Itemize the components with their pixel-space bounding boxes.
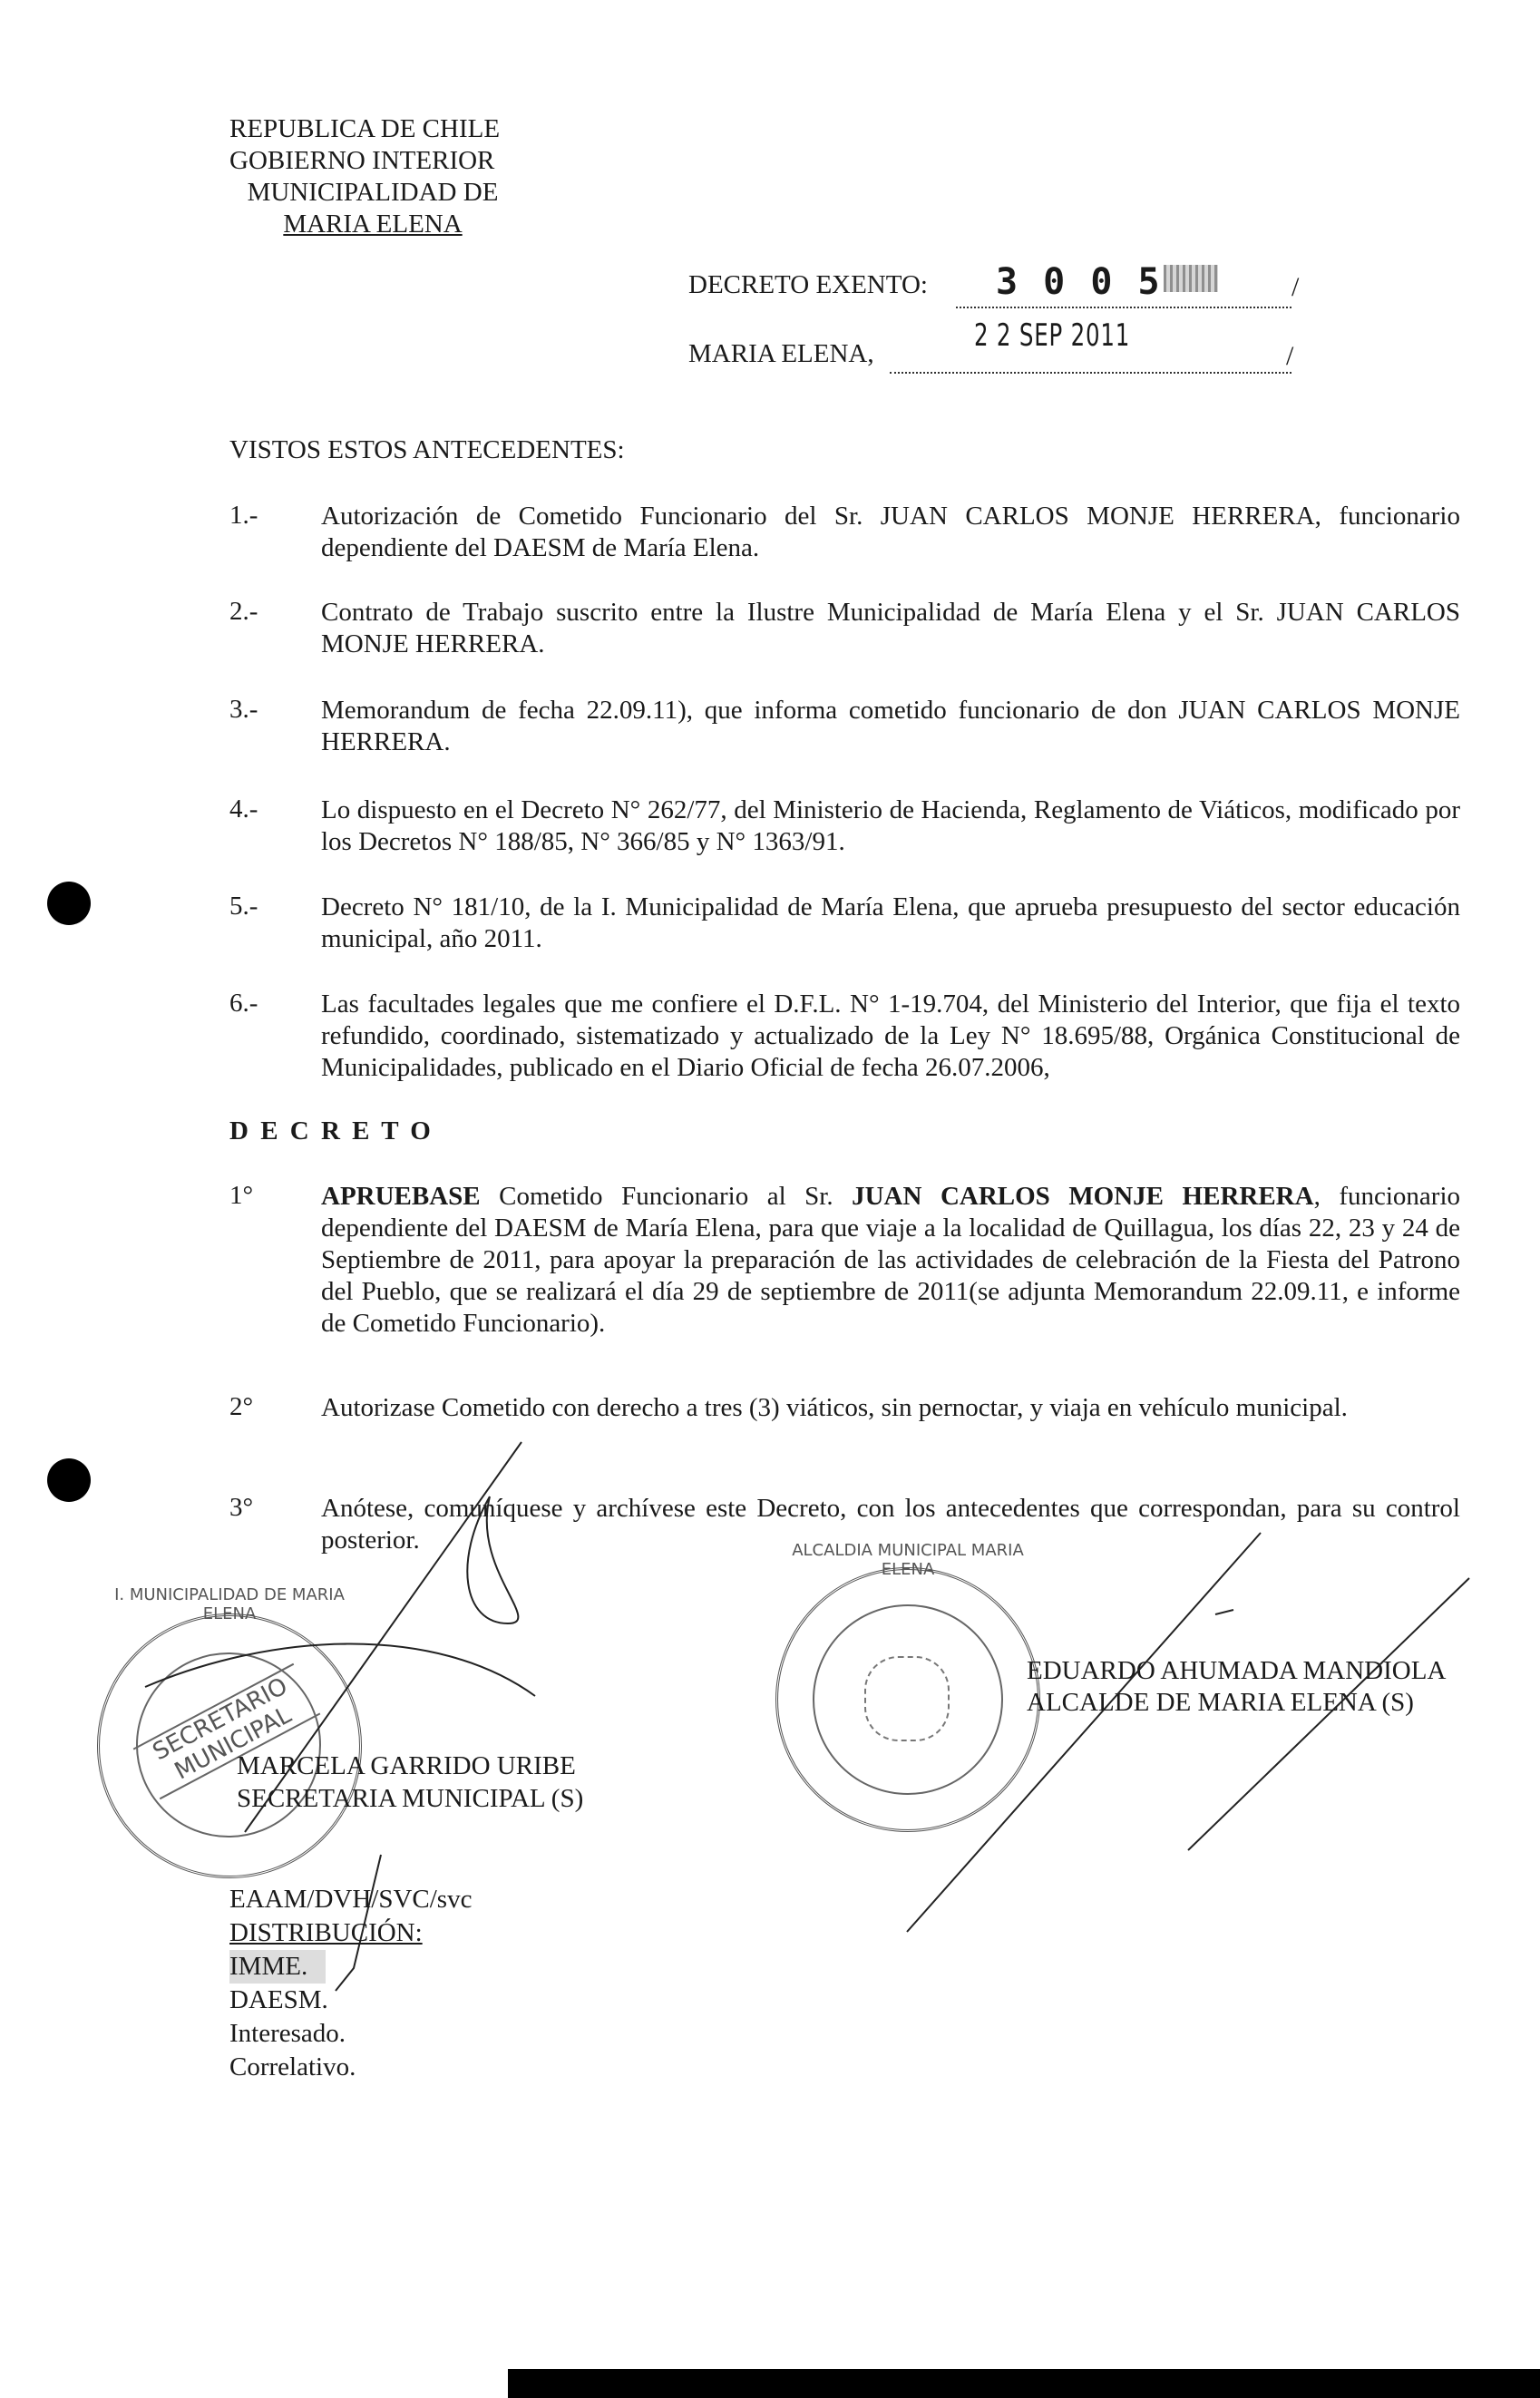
item-text: Contrato de Trabajo suscrito entre la Ilustre Municipalidad de María Elena y el Sr. JUAN CARLOS MONJE HERRERA. [321, 598, 1460, 658]
secretary-signature-block [237, 1750, 583, 1815]
vistos-item [229, 892, 1460, 955]
date-line [890, 372, 1291, 374]
vistos-item [229, 597, 1460, 660]
date-stamp: 2 2 SEP 2011 [974, 317, 1131, 354]
item-number: 1.- [229, 501, 258, 530]
item-number: 2° [229, 1392, 254, 1421]
line-end-slash: / [1291, 272, 1300, 302]
distribution-block [229, 1883, 472, 2084]
seal-outer-text: ALCALDIA MUNICIPAL MARIA ELENA [792, 1541, 1024, 1579]
secretary-name: MARCELA GARRIDO URIBE [237, 1751, 576, 1780]
approve-keyword: APRUEBASE [321, 1182, 481, 1211]
issuer-header [229, 113, 516, 240]
item-number: 1° [229, 1181, 254, 1210]
stamp-smudge [1164, 265, 1218, 292]
seal-inner-text: SECRETARIO MUNICIPAL [133, 1663, 321, 1799]
item-text: Decreto N° 181/10, de la I. Municipalidad de María Elena, que aprueba presupuesto del sector educación municipal, año 2011. [321, 892, 1460, 953]
item-text: Autorizase Cometido con derecho a tres (3) viáticos, sin pernoctar, y viaja en vehículo municipal. [321, 1393, 1348, 1422]
item-text: Las facultades legales que me confiere el D.F.L. N° 1-19.704, del Ministerio del Interior, que fija el texto refundido, coordinado, sistematizado y actualizado de la Ley N° 18.695/88, Orgánica Constitucional de Municipalidades, publicado en el Diario Oficial de fecha 26.07.2006, [321, 989, 1460, 1082]
header-line: GOBIERNO INTERIOR [229, 146, 495, 175]
decree-number: 3 0 0 5 [996, 261, 1162, 303]
mayor-signature-block [1027, 1655, 1446, 1719]
vistos-heading: VISTOS ESTOS ANTECEDENTES: [229, 435, 625, 464]
vistos-item [229, 794, 1460, 858]
item-number: 3° [229, 1493, 254, 1522]
text-run: Cometido Funcionario al Sr. [480, 1182, 853, 1211]
recipient: Interesado. [229, 2019, 346, 2048]
text-run: , funcionario dependiente del DAESM de María Elena, para que viaje a la localidad de Quillagua, los días 22, 23 y 24 de Septiembre de 2011, para apoyar la preparación de las actividades de celebración de la Fiesta del Patrono del Pueblo, que se realizará el día 29 de septiembre de 2011(se adjunta Memorandum 22.09.11, e informe de Cometido Funcionario). [321, 1182, 1460, 1338]
punch-hole [47, 1458, 91, 1502]
item-text: Autorización de Cometido Funcionario del Sr. JUAN CARLOS MONJE HERRERA, funcionario dependiente del DAESM de María Elena. [321, 502, 1460, 562]
initials: EAAM/DVH/SVC/svc [229, 1885, 473, 1914]
decreto-item [229, 1392, 1460, 1424]
coat-of-arms-icon [864, 1656, 950, 1741]
mayor-title: ALCALDE DE MARIA ELENA (S) [1027, 1688, 1414, 1717]
vistos-item [229, 695, 1460, 758]
punch-hole [47, 882, 91, 925]
vistos-item [229, 501, 1460, 564]
header-line: REPUBLICA DE CHILE [229, 114, 501, 143]
vistos-item [229, 989, 1460, 1084]
scan-edge-band [508, 2369, 1540, 2398]
place-label: MARIA ELENA, [688, 339, 874, 368]
employee-name: JUAN CARLOS MONJE HERRERA [852, 1182, 1314, 1211]
decreto-item [229, 1181, 1460, 1340]
recipient: IMME. [229, 1950, 326, 1984]
mayor-seal [775, 1541, 1040, 1832]
item-number: 6.- [229, 989, 258, 1018]
decreto-exento-label: DECRETO EXENTO: [688, 270, 928, 299]
item-text [321, 1181, 1460, 1340]
item-text: Lo dispuesto en el Decreto N° 262/77, del Ministerio de Hacienda, Reglamento de Viáticos, modificado por los Decretos N° 188/85, N° 366/85 y N° 1363/91. [321, 795, 1460, 856]
item-number: 5.- [229, 892, 258, 921]
item-text: Anótese, comuníquese y archívese este Decreto, con los antecedentes que correspondan, para su control posterior. [321, 1494, 1460, 1555]
line-end-slash: / [1286, 341, 1294, 371]
decree-number-line [956, 307, 1291, 308]
secretary-title: SECRETARIA MUNICIPAL (S) [237, 1784, 584, 1813]
header-line: MARIA ELENA [283, 210, 463, 239]
item-number: 2.- [229, 597, 258, 626]
item-number: 3.- [229, 695, 258, 724]
seal-outer-text: I. MUNICIPALIDAD DE MARIA ELENA [114, 1585, 345, 1623]
mayor-name: EDUARDO AHUMADA MANDIOLA [1027, 1656, 1447, 1685]
item-text: Memorandum de fecha 22.09.11), que informa cometido funcionario de don JUAN CARLOS MONJE HERRERA. [321, 696, 1460, 756]
decreto-heading: D E C R E T O [229, 1116, 434, 1145]
header-line: MUNICIPALIDAD DE [247, 178, 499, 207]
recipient: DAESM. [229, 1985, 328, 2014]
distribution-label: DISTRIBUCIÓN: [229, 1918, 423, 1947]
recipient: Correlativo. [229, 2052, 356, 2081]
secretary-seal [97, 1585, 362, 1878]
item-number: 4.- [229, 794, 258, 824]
